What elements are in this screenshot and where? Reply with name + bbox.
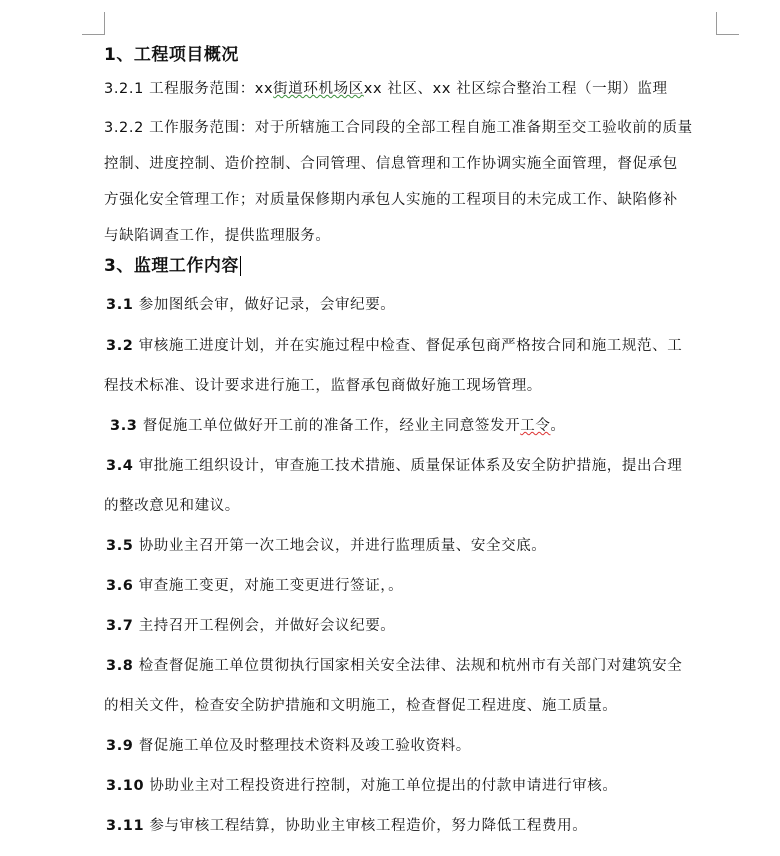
- item-text: 督促施工单位做好开工前的准备工作，经业主同意签发开: [137, 418, 521, 434]
- item-text: 参与审核工程结算，协助业主审核工程造价，努力降低工程费用。: [144, 818, 588, 834]
- item-text: 审批施工组织设计，审查施工技术措施、质量保证体系及安全防护措施，提出合理: [133, 458, 683, 474]
- item-number: 3.11: [106, 818, 145, 834]
- item-text-cont: 的整改意见和建议。: [104, 498, 240, 514]
- paragraph-3-2-2: [104, 110, 693, 254]
- p321-squiggle-text: 街道环机场区: [273, 81, 364, 97]
- page-corner-mark-top-left: [82, 12, 105, 35]
- p322-line: 3.2.2 工作服务范围：对于所辖施工合同段的全部工程自施工准备期至交工验收前的质量: [104, 120, 693, 136]
- item-text-end: 。: [550, 418, 566, 434]
- item-3-11: [106, 806, 587, 846]
- item-3-3: [110, 406, 566, 446]
- item-3-7: [106, 606, 395, 646]
- item-text: 督促施工单位及时整理技术资料及竣工验收资料。: [133, 738, 471, 754]
- item-3-8: [106, 646, 682, 726]
- p322-line: 与缺陷调查工作，提供监理服务。: [104, 228, 331, 244]
- item-text: 主持召开工程例会，并做好会议纪要。: [133, 618, 396, 634]
- item-text: 检查督促施工单位贯彻执行国家相关安全法律、法规和杭州市有关部门对建筑安全: [133, 658, 683, 674]
- item-text: 参加图纸会审，做好记录，会审纪要。: [133, 297, 396, 313]
- item-number: 3.4: [106, 458, 134, 474]
- item-squiggle-text: 工令: [520, 418, 551, 434]
- item-3-4: [106, 446, 682, 526]
- text-cursor: [240, 256, 241, 276]
- item-text: 协助业主对工程投资进行控制，对施工单位提出的付款申请进行审核。: [144, 778, 618, 794]
- item-number: 3.5: [106, 538, 134, 554]
- item-number: 3.10: [106, 778, 145, 794]
- item-number: 3.8: [106, 658, 134, 674]
- paragraph-3-2-1: [104, 76, 668, 102]
- p321-rest: xx 社区、xx 社区综合整治工程（一期）监理: [363, 81, 668, 97]
- item-number: 3.2: [106, 338, 134, 354]
- item-3-9: [106, 726, 471, 766]
- item-number: 3.3: [110, 418, 138, 434]
- p322-line: 控制、进度控制、造价控制、合同管理、信息管理和工作协调实施全面管理，督促承包: [104, 156, 678, 172]
- page-corner-mark-top-right: [716, 12, 739, 35]
- item-text: 审查施工变更，对施工变更进行签证，。: [133, 578, 404, 594]
- item-text-cont: 程技术标准、设计要求进行施工，监督承包商做好施工现场管理。: [104, 378, 542, 394]
- section-heading-3-text: 3、监理工作内容: [104, 256, 239, 276]
- item-number: 3.9: [106, 738, 134, 754]
- p321-prefix: 3.2.1 工程服务范围：xx: [104, 81, 274, 97]
- item-text: 协助业主召开第一次工地会议，并进行监理质量、安全交底。: [133, 538, 547, 554]
- item-text-cont: 的相关文件，检查安全防护措施和文明施工，检查督促工程进度、施工质量。: [104, 698, 618, 714]
- item-3-2: [106, 326, 682, 406]
- item-3-1: [106, 286, 395, 324]
- item-number: 3.7: [106, 618, 134, 634]
- section-heading-3: [104, 253, 241, 279]
- item-text: 审核施工进度计划，并在实施过程中检查、督促承包商严格按合同和施工规范、工: [133, 338, 683, 354]
- item-3-5: [106, 526, 546, 566]
- p322-line: 方强化安全管理工作；对质量保修期内承包人实施的工程项目的未完成工作、缺陷修补: [104, 192, 678, 208]
- item-number: 3.6: [106, 578, 134, 594]
- item-3-6: [106, 566, 403, 606]
- item-3-10: [106, 766, 618, 806]
- item-number: 3.1: [106, 297, 134, 313]
- section-heading-1: 1、工程项目概况: [104, 45, 239, 65]
